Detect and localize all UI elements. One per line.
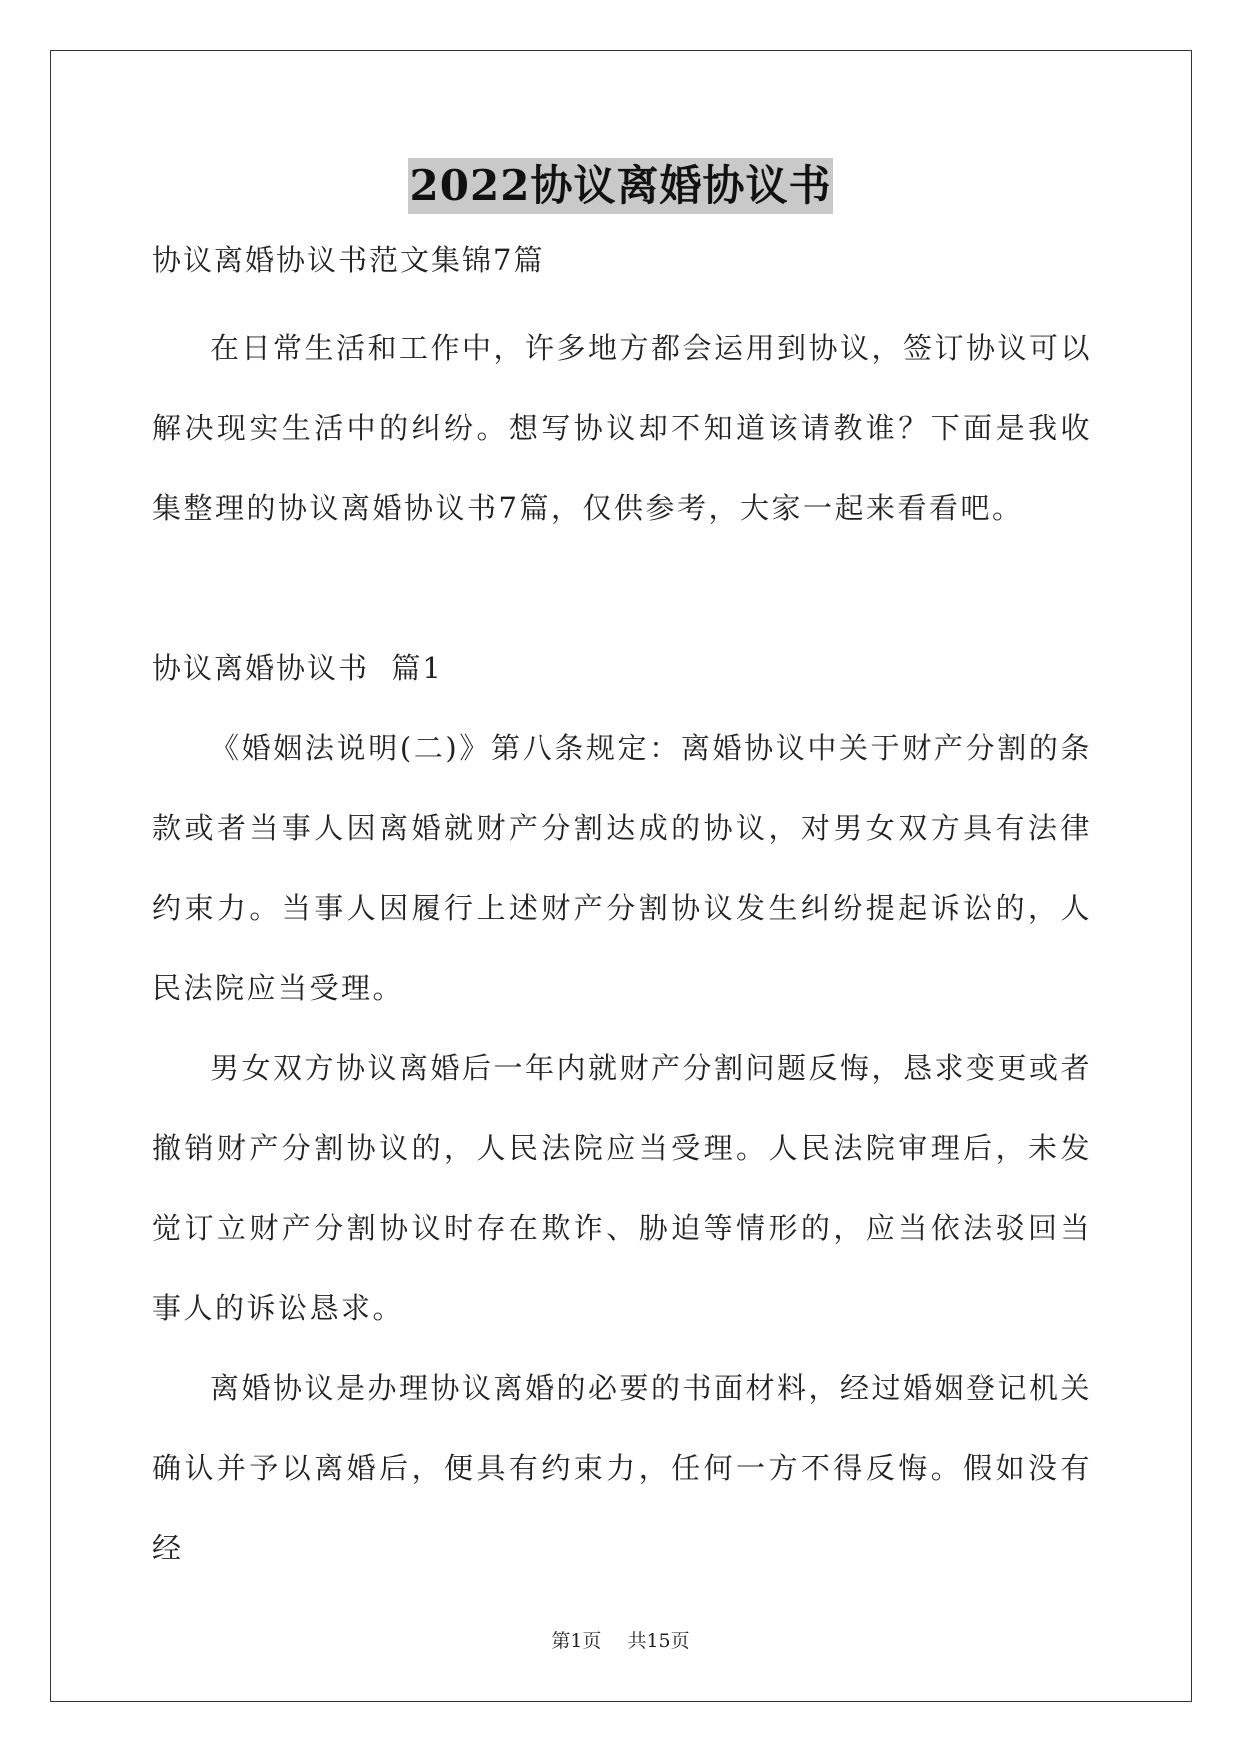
intro-paragraph: 在日常生活和工作中，许多地方都会运用到协议，签订协议可以解决现实生活中的纠纷。想写协议却不知道该请教谁？下面是我收集整理的协议离婚协议书7篇，仅供参考，大家一起来看看吧。 — [152, 331, 1093, 525]
document-subtitle: 协议离婚协议书范文集锦7篇 — [152, 243, 545, 277]
page-number: 第1页 — [551, 1630, 602, 1652]
section-body — [152, 708, 1092, 1588]
page-footer — [0, 1626, 1241, 1653]
document-title: 2022协议离婚协议书 — [408, 158, 834, 214]
document-body — [152, 240, 1092, 1588]
body-paragraph: 《婚姻法说明(二)》第八条规定：离婚协议中关于财产分割的条款或者当事人因离婚就财产分割达成的协议，对男女双方具有法律约束力。当事人因履行上述财产分割协议发生纠纷提起诉讼的，人民法院应当受理。 — [152, 731, 1092, 1005]
section-title: 协议离婚协议书 篇1 — [152, 651, 443, 685]
title-container — [0, 158, 1241, 214]
body-paragraph: 离婚协议是办理协议离婚的必要的书面材料，经过婚姻登记机关确认并予以离婚后，便具有约束力，任何一方不得反悔。假如没有经 — [152, 1371, 1093, 1565]
page-total: 共15页 — [627, 1630, 690, 1652]
body-paragraph: 男女双方协议离婚后一年内就财产分割问题反悔，恳求变更或者撤销财产分割协议的，人民法院应当受理。人民法院审理后，未发觉订立财产分割协议时存在欺诈、胁迫等情形的，应当依法驳回当事人的诉讼恳求。 — [152, 1051, 1093, 1325]
